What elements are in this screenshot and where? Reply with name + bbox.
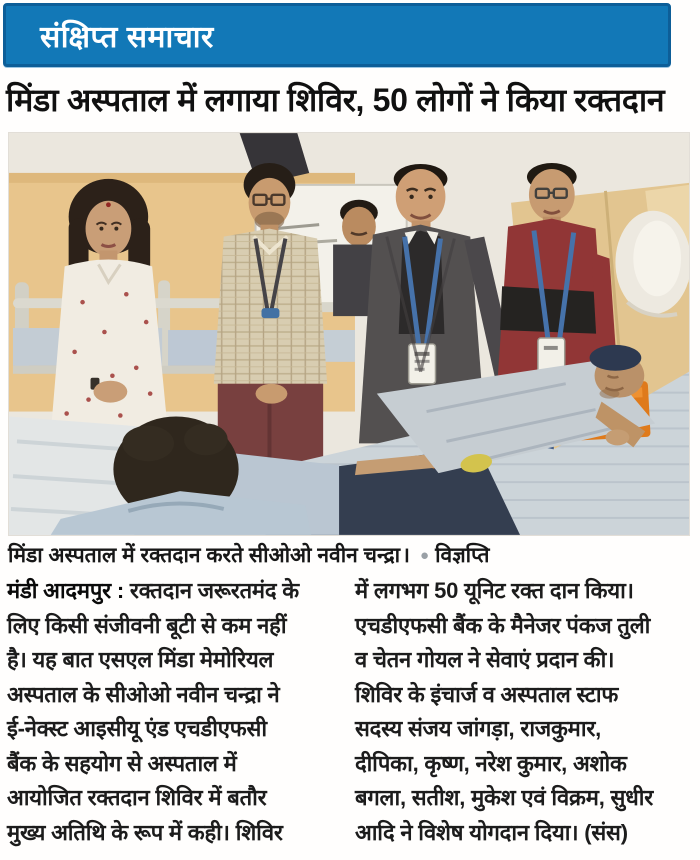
body-line: दीपिका, कृष्ण, नरेश कुमार, अशोक xyxy=(355,750,627,776)
blood-donation-photo-illustration xyxy=(9,133,689,535)
article-body xyxy=(7,574,697,850)
news-photo xyxy=(8,132,690,536)
body-line: है। यह बात एसएल मिंडा मेमोरियल xyxy=(7,647,274,672)
headline: मिंडा अस्पताल में लगाया शिविर, 50 लोगों ने किया रक्तदान xyxy=(6,82,665,118)
body-line: मुख्य अतिथि के रूप में कही। शिविर xyxy=(7,819,283,845)
section-banner-label: संक्षिप्त समाचार xyxy=(40,20,214,54)
body-line: बैंक के सहयोग से अस्पताल में xyxy=(7,750,237,776)
body-line xyxy=(7,574,345,609)
dateline: मंडी आदमपुर : xyxy=(7,578,124,603)
body-line: लिए किसी संजीवनी बूटी से कम नहीं xyxy=(7,612,287,638)
body-line: आदि ने विशेष योगदान दिया। (संस) xyxy=(355,819,628,845)
body-line: में लगभग 50 यूनिट रक्त दान किया। xyxy=(355,578,634,603)
caption-bullet-icon: ● xyxy=(420,547,430,564)
body-line: शिविर के इंचार्ज व अस्पताल स्टाफ xyxy=(355,681,619,707)
body-line: सदस्य संजय जांगड़ा, राजकुमार, xyxy=(355,716,602,741)
caption-credit: विज्ञप्ति xyxy=(435,544,490,567)
photo-tint-overlay xyxy=(9,133,689,535)
body-line: आयोजित रक्तदान शिविर में बतौर xyxy=(7,785,267,810)
caption-text: मिंडा अस्पताल में रक्तदान करते सीओओ नवीन चन्द्रा xyxy=(8,544,401,567)
photo-caption xyxy=(8,541,698,569)
body-line: ई-नेक्स्ट आइसीयू एंड एचडीएफसी xyxy=(7,716,267,741)
section-banner xyxy=(3,3,671,67)
body-line: अस्पताल के सीओओ नवीन चन्द्रा ने xyxy=(7,681,280,707)
body-line: व चेतन गोयल ने सेवाएं प्रदान की। xyxy=(355,647,615,672)
body-line-text: रक्तदान जरूरतमंद के xyxy=(129,578,299,603)
article-column-1 xyxy=(7,574,345,850)
article-column-2 xyxy=(355,574,697,850)
body-line: एचडीएफसी बैंक के मैनेजर पंकज तुली xyxy=(355,612,651,638)
caption-divider: । xyxy=(402,544,411,567)
body-line: बगला, सतीश, मुकेश एवं विक्रम, सुधीर xyxy=(355,785,654,810)
